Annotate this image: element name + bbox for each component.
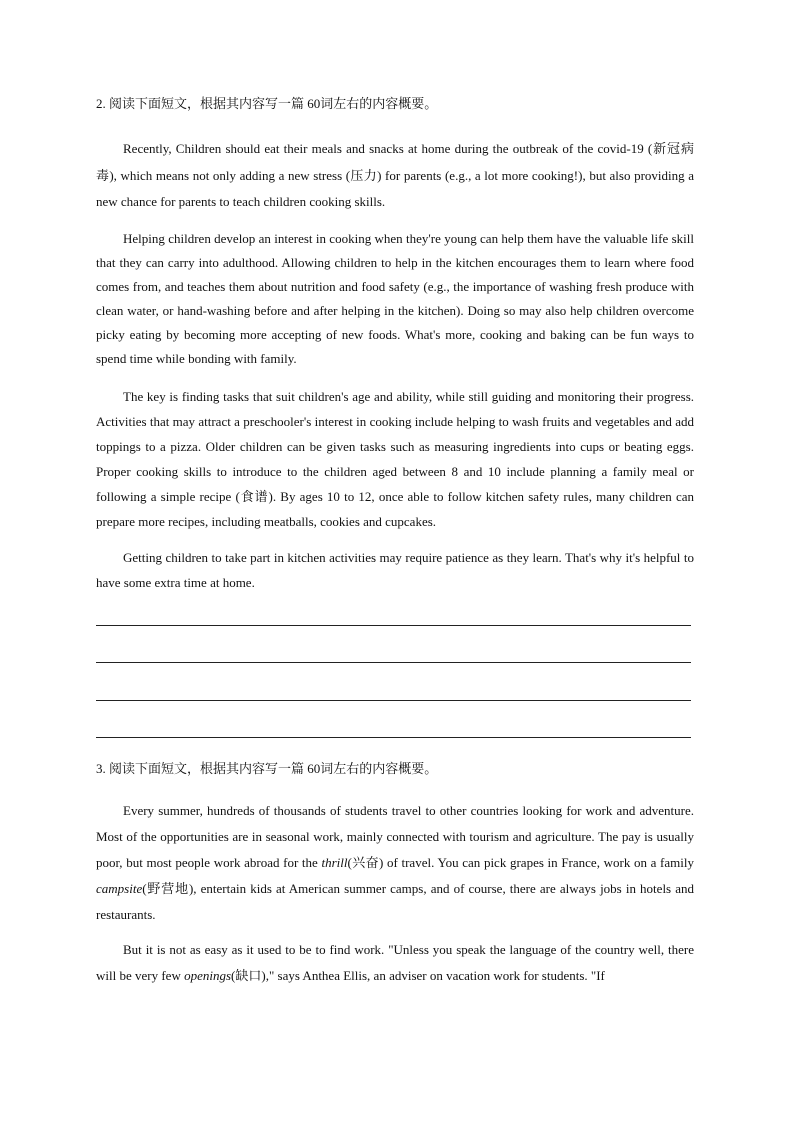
- q3-p1-text-c: (兴奋) of travel. You can pick grapes in France, work on a family: [347, 855, 694, 870]
- q3-paragraph-2: [96, 937, 694, 989]
- answer-line-3[interactable]: [96, 700, 691, 701]
- q3-p1-text-e: (野营地), entertain kids at American summer camps, and of course, there are always jobs in hotels and restaurants.: [96, 881, 694, 922]
- q2-paragraph-4: Getting children to take part in kitchen activities may require patience as they learn. That's why it's helpful to have some extra time at home.: [96, 550, 694, 590]
- answer-line-4[interactable]: [96, 737, 691, 738]
- question-2-heading: 2. 阅读下面短文，根据其内容写一篇 60词左右的内容概要。: [96, 96, 438, 111]
- q3-p1-text-a: Every summer, hundreds of thousands of students travel to other countries looking for work and adventure. Most of the opportunities are in seasonal work, mainly connected with tourism and agriculture. The pay is usually poor, but most people work abroad for the: [96, 803, 694, 870]
- q3-p2-text-c: (缺口)," says Anthea Ellis, an adviser on vacation work for students. "If: [231, 968, 605, 983]
- answer-line-1[interactable]: [96, 625, 691, 626]
- q3-p2-text-a: But it is not as easy as it used to be to find work. "Unless you speak the language of the country well, there will be very few: [96, 942, 694, 983]
- q2-paragraph-3: The key is finding tasks that suit children's age and ability, while still guiding and monitoring their progress. Activities that may attract a preschooler's interest in cooking include helping to wash fruits and vegetables and add toppings to a pizza. Older children can be given tasks such as measuring ingredients into cups or beating eggs. Proper cooking skills to introduce to the children aged between 8 and 10 include planning a family meal or following a simple recipe (食谱). By ages 10 to 12, once able to follow kitchen safety rules, many children can prepare more recipes, including meatballs, cookies and cupcakes.: [96, 389, 694, 529]
- q3-p2-word-openings: openings: [184, 968, 232, 983]
- answer-line-2[interactable]: [96, 662, 691, 663]
- question-3-heading: 3. 阅读下面短文，根据其内容写一篇 60词左右的内容概要。: [96, 761, 438, 776]
- q2-paragraph-2: Helping children develop an interest in cooking when they're young can help them have the valuable life skill that they can carry into adulthood. Allowing children to help in the kitchen encourages them to learn where food comes from, and teaches them about nutrition and food safety (e.g., the importance of washing fresh produce with clean water, or hand-washing before and after helping in the kitchen). Doing so may also help children overcome picky eating by becoming more accepting of new foods. What's more, cooking and baking can be fun ways to spend time while bonding with family.: [96, 231, 694, 366]
- q3-p1-word-campsite: campsite: [96, 881, 143, 896]
- q2-paragraph-1: Recently, Children should eat their meals and snacks at home during the outbreak of the covid-19 (新冠病毒), which means not only adding a new stress (压力) for parents (e.g., a lot more cooking!), but also providing a new chance for parents to teach children cooking skills.: [96, 141, 694, 209]
- q3-p1-word-thrill: thrill: [321, 855, 348, 870]
- q3-paragraph-1: [96, 798, 694, 928]
